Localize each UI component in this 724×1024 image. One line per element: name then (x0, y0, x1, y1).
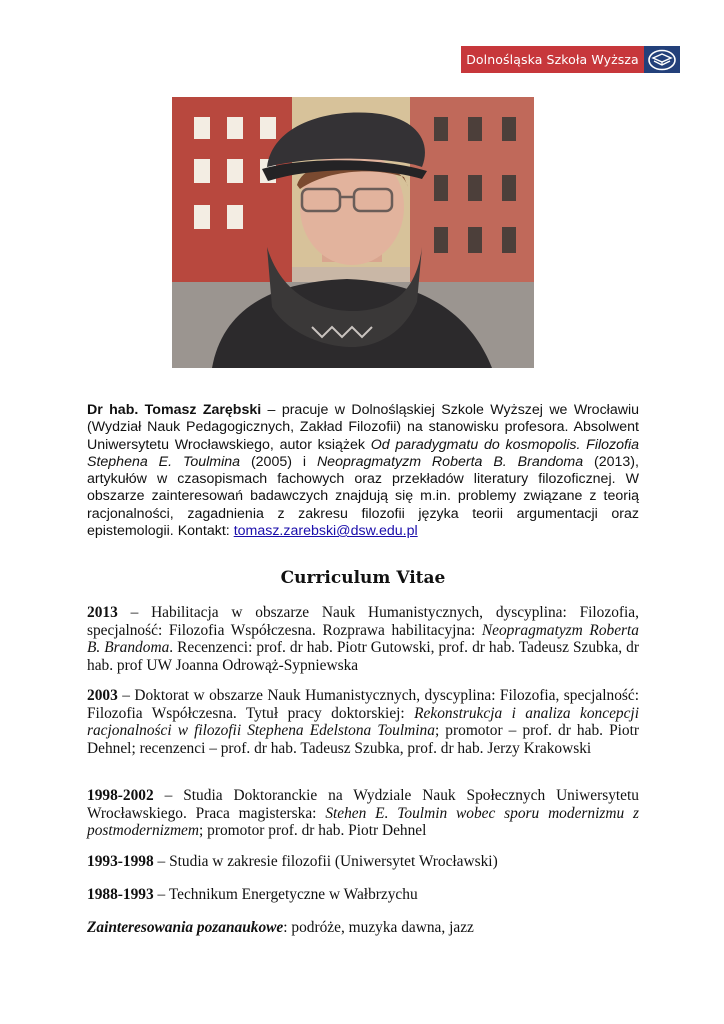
cv-work-title: Neopragmatyzm Roberta B. Brandoma (87, 621, 639, 657)
cv-work-title: Rekonstrukcja i analiza koncepcji racjonalności w filozofii Stephena Edelstona Toulmina (87, 704, 639, 740)
bio-paragraph (87, 402, 639, 540)
cv-entry-2013 (87, 604, 639, 674)
author-name: Dr hab. Tomasz Zarębski (87, 402, 262, 418)
cv-text: – Technikum Energetyczne w Wałbrzychu (153, 886, 418, 903)
bio-text-2: (2005) i (240, 453, 317, 470)
cv-year: 1988-1993 (87, 886, 154, 903)
book-title-1: Od paradygmatu do kosmopolis. Filozofia Stephena E. Toulmina (87, 436, 639, 470)
cv-text: – Habilitacja w obszarze Nauk Humanistycznych, dyscyplina: Filozofia, specjalność: Filozofia Współczesna. Rozprawa habilitacyjna: (87, 604, 639, 639)
cv-title: Curriculum Vitae (280, 568, 446, 588)
book-emblem-icon (644, 46, 680, 73)
cv-year: 2013 (87, 604, 118, 621)
cv-text: – Doktorat w obszarze Nauk Humanistycznych, dyscyplina: Filozofia, specjalność: Filozofia Współczesna. Tytuł pracy doktorskiej: (87, 687, 639, 722)
interests-text: : podróże, muzyka dawna, jazz (283, 919, 474, 936)
cv-entry-1993 (87, 853, 639, 871)
cv-interests (87, 919, 639, 937)
portrait-photo (172, 97, 534, 368)
school-logo-text: Dolnośląska Szkoła Wyższa (461, 46, 644, 73)
cv-entry-1998 (87, 787, 639, 840)
school-logo (461, 46, 680, 73)
cv-year: 2003 (87, 687, 118, 704)
cv-work-title: Stehen E. Toulmin wobec sporu modernizmu z postmodernizmem (87, 804, 639, 840)
cv-text: – Studia Doktoranckie na Wydziale Nauk Społecznych Uniwersytetu Wrocławskiego. Praca magisterska: (87, 787, 639, 822)
cv-text: . Recenzenci: prof. dr hab. Piotr Gutowski, prof. dr hab. Tadeusz Szubka, dr hab. prof UW Joanna Odrowąż-Sypniewska (87, 639, 639, 674)
email-link[interactable]: tomasz.zarebski@dsw.edu.pl (233, 523, 418, 540)
cv-entry-2003 (87, 687, 639, 757)
cv-text: ; promotor prof. dr hab. Piotr Dehnel (199, 822, 427, 840)
cv-year: 1998-2002 (87, 787, 154, 804)
cv-entry-1988 (87, 886, 639, 904)
bio-text-1: – pracuje w Dolnośląskiej Szkole Wyższej we Wrocławiu (Wydział Nauk Pedagogicznych, Zakład Filozofii) na stanowisku profesora. Absolwent Uniwersytetu Wrocławskiego, autor książek (87, 402, 639, 453)
bio-text-3: (2013), artykułów w czasopismach fachowych oraz przekładów literatury filozoficznej. W obszarze zainteresowań badawczych znajdują się m.in. problemy związane z teorią racjonalności, zagadnienia z zakresu filozofii języka teorii argumentacji oraz epistemologii. Kontakt: (87, 453, 639, 540)
cv-text: ; promotor – prof. dr hab. Piotr Dehnel; recenzenci – prof. dr hab. Tadeusz Szubka, prof. dr hab. Jerzy Krakowski (87, 722, 639, 757)
book-title-2: Neopragmatyzm Roberta B. Brandoma (316, 453, 584, 470)
cv-text: – Studia w zakresie filozofii (Uniwersytet Wrocławski) (153, 853, 498, 870)
cv-year: 1993-1998 (87, 853, 154, 870)
interests-label: Zainteresowania pozanaukowe (87, 919, 284, 936)
